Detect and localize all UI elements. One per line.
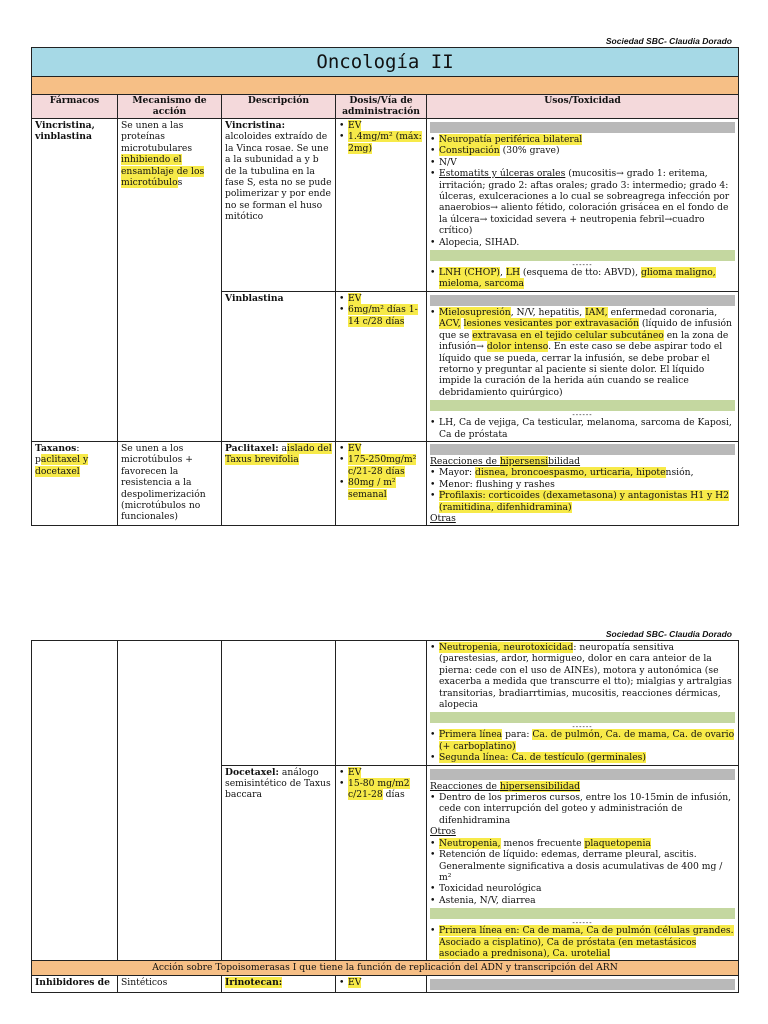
use-highlight: LNH (CHOP) xyxy=(439,267,500,279)
toxicity-underlined: Estomatits y úlceras orales xyxy=(439,168,566,180)
toxicity-text: nsión, xyxy=(665,467,694,479)
dose-amount: 80mg / m² semanal xyxy=(348,477,396,500)
drug-table-page-1 xyxy=(31,47,739,526)
dose-cell-docetaxel xyxy=(336,765,427,961)
page-credit: Sociedad SBC- Claudia Dorado xyxy=(605,629,732,639)
toxicity-subheading: Otras xyxy=(430,512,456,524)
description-text: alcoloides extraído de la Vinca rosae. Se une a la subunidad a y b de la tubulina en la fase S, esta no se pude polimerizar y por ende no se forman el huso mitótico xyxy=(225,131,332,223)
green-divider-bar xyxy=(430,908,735,919)
toxicity-item: Alopecia, SIHAD. xyxy=(439,236,520,248)
gray-divider-bar xyxy=(430,295,735,306)
dash-separator: ------ xyxy=(572,262,593,268)
gray-divider-bar xyxy=(430,979,735,990)
table-header-row xyxy=(32,95,739,119)
use-highlight: Primera línea xyxy=(439,729,503,741)
dose-amount: 6mg/m² días 1-14 c/28 días xyxy=(348,304,418,327)
description-name: Vincristina: xyxy=(225,120,285,131)
toxicity-highlight: Profilaxis: corticoides (dexametasona) y antagonistas H1 y H2 (ramitidina, difenhidramina) xyxy=(439,490,730,513)
dose-route: EV xyxy=(348,976,362,988)
dose-text: días xyxy=(382,789,405,801)
toxicity-cell-irinotecan xyxy=(427,975,739,992)
table-row-paclitaxel-continued xyxy=(32,641,739,766)
use-text: (esquema de tto: ABVD), xyxy=(519,267,641,279)
toxicity-text: , N/V, hepatitis, xyxy=(510,306,586,318)
toxicity-highlight: Mielosupresión xyxy=(439,306,511,318)
drug-table-page-2 xyxy=(31,640,739,993)
header-farmacos: Fármacos xyxy=(32,95,118,119)
use-highlight: Ca. de pulmón, Ca. de mama, Ca. de ovario (+ carboplatino) xyxy=(439,729,735,752)
description-cell-paclitaxel xyxy=(222,441,336,525)
page-title: Oncología II xyxy=(32,48,739,77)
orange-separator xyxy=(32,77,739,95)
description-name: Irinotecan: xyxy=(225,976,283,988)
toxicity-item: Astenia, N/V, diarrea xyxy=(439,894,536,906)
toxicity-text: Mayor: xyxy=(439,467,476,479)
toxicity-subheading: Otros xyxy=(430,826,456,838)
dose-route: EV xyxy=(348,442,362,454)
toxicity-highlight: Neutropenia, neurotoxicidad xyxy=(439,642,574,653)
mechanism-text: Sintéticos xyxy=(121,976,168,988)
toxicity-cell-docetaxel xyxy=(427,765,739,961)
section-heading: Acción sobre Topoisomerasas I que tiene la función de replicación del ADN y transcripción del ARN xyxy=(32,961,739,975)
dose-route: EV xyxy=(348,120,362,131)
toxicity-item: Retención de líquido: edemas, derrame pleural, ascitis. Generalmente significativa a dosis acumulativas de 400 mg / m² xyxy=(439,849,723,883)
gray-divider-bar xyxy=(430,122,735,133)
dose-route: EV xyxy=(348,766,362,778)
header-mecanismo: Mecanismo de acción xyxy=(118,95,222,119)
drug-name: Inhibidores de xyxy=(35,976,110,988)
toxicity-cell-paclitaxel-continued xyxy=(427,641,739,766)
mechanism-cell-vinca xyxy=(118,119,222,442)
dash-separator: ------ xyxy=(572,724,593,730)
green-divider-bar xyxy=(430,400,735,411)
section-row-topoisomerasas xyxy=(32,961,739,975)
toxicity-item: Toxicidad neurológica xyxy=(439,883,542,895)
mechanism-cell-inhibidores xyxy=(118,975,222,992)
mechanism-text: Se unen a las proteínas microtubulares xyxy=(121,120,193,154)
dose-amount: 15-80 mg/m2 c/21-28 xyxy=(348,778,410,801)
toxicity-item: N/V xyxy=(439,156,457,168)
description-text: análogo semisintético de Taxus baccara xyxy=(225,766,331,801)
header-usos: Usos/Toxicidad xyxy=(427,95,739,119)
use-highlight: Primera línea en: Ca de mama, Ca de pulmón (células grandes. Asociado a cisplatino), Ca de próstata (en metastásicos asociado a prednisona), Ca. urotelial xyxy=(439,925,734,959)
description-cell-vincristina xyxy=(222,119,336,292)
table-row-paclitaxel xyxy=(32,441,739,525)
mechanism-text-end: s xyxy=(177,177,183,189)
gray-divider-bar xyxy=(430,769,735,780)
mechanism-cell-taxanos-continued xyxy=(118,641,222,961)
drug-cell-taxanos xyxy=(32,441,118,525)
use-highlight: glioma maligno, mieloma, sarcoma xyxy=(439,267,716,290)
description-highlight: islado del Taxus brevifolia xyxy=(225,442,332,466)
green-divider-bar xyxy=(430,712,735,723)
toxicity-text: : neuropatía sensitiva (parestesias, ardor, hormigueo, dolor en cara anteior de la pierna: cede con el uso de AINEs), motora y autonómica (se exacerba a medida que transcurre el tto); mialgias y artralgias transitorias, bradiarrtimias, mucositis, reacciones dérmicas, alopecia xyxy=(439,642,732,711)
toxicity-text: (mucositis→ grado 1: eritema, irritación; grado 2: aftas orales; grado 3: intermedio; grado 4: úlceras, exulceraciones a lo cual se sobreagrega infección por anaerobios→ aliento fétido, coloración grisácea en el fondo de la úlcera→ toxicidad severa + neutropenia febril→cuadro crítico) xyxy=(439,168,730,237)
toxicity-text: (30% grave) xyxy=(499,145,560,157)
mechanism-cell-taxanos xyxy=(118,441,222,525)
toxicity-highlight: ACV, xyxy=(439,318,461,330)
toxicity-heading: Reacciones de xyxy=(430,780,500,792)
toxicity-text: menos frecuente xyxy=(500,837,585,849)
dose-amount: 1.4mg/m² (máx: 2mg) xyxy=(348,131,422,154)
dose-cell-paclitaxel-continued xyxy=(336,641,427,766)
use-text: , xyxy=(500,267,506,279)
use-highlight: Segunda línea: Ca. de testículo (germinales) xyxy=(439,752,646,764)
drug-colon: : xyxy=(76,442,80,454)
toxicity-text: . En este caso se debe aspirar todo el líquido que se pueda, cerrar la infusión, se debe probar el retorno y preguntar al paciente si siente dolor. El líquido impide la curación de la herida aún cuando se realice debridamiento quirúrgico) xyxy=(439,341,723,398)
toxicity-highlight: Neutropenia, xyxy=(439,837,501,849)
toxicity-item: Menor: flushing y rashes xyxy=(439,478,555,490)
dose-cell-paclitaxel xyxy=(336,441,427,525)
mechanism-highlight: inhibiendo el ensamblaje de los microtúbulo xyxy=(121,154,205,189)
table-row-irinotecan xyxy=(32,975,739,992)
toxicity-heading-highlight: hipersensibilidad xyxy=(499,780,581,792)
description-cell-docetaxel xyxy=(222,765,336,961)
toxicity-highlight: Constipación xyxy=(439,145,500,157)
drug-cell-inhibidores xyxy=(32,975,118,992)
toxicity-cell-paclitaxel xyxy=(427,441,739,525)
toxicity-highlight: plaquetopenia xyxy=(584,837,651,849)
dose-cell-vinblastina xyxy=(336,291,427,441)
toxicity-text: en la zona de infusión→ xyxy=(439,329,729,353)
dose-cell-irinotecan xyxy=(336,975,427,992)
toxicity-text: (líquido de infusión que se xyxy=(439,318,732,341)
use-text: para: xyxy=(502,729,533,741)
drug-text: p xyxy=(35,454,41,466)
toxicity-item: Dentro de los primeros cursos, entre los 10-15min de infusión, cede con interrupción del goteo y administración de difenhidramina xyxy=(439,792,732,826)
toxicity-cell-vinblastina xyxy=(427,291,739,441)
toxicity-text: enfermedad coronaria, xyxy=(607,306,718,318)
description-text: a xyxy=(278,442,287,454)
toxicity-highlight: disnea, broncoespasmo, urticaria, hipote xyxy=(475,467,666,479)
toxicity-heading: Reacciones de xyxy=(430,455,500,467)
description-cell-irinotecan xyxy=(222,975,336,992)
toxicity-highlight: extravasa en el tejido celular subcutáneo xyxy=(472,329,664,341)
drug-cell-vinca xyxy=(32,119,118,442)
drug-name: Taxanos xyxy=(35,442,77,454)
dash-separator: ------ xyxy=(572,412,593,418)
mechanism-text: Se unen a los microtúbulos + favorecen la resistencia a la despolimerización (microtúbulos no funcionales) xyxy=(121,442,206,523)
toxicity-heading-highlight: hipersensi xyxy=(499,455,549,467)
table-row-vincristina xyxy=(32,119,739,292)
toxicity-highlight: IAM, xyxy=(585,306,608,318)
description-name: Paclitaxel: xyxy=(225,442,279,454)
drug-name: Vincristina, vinblastina xyxy=(35,120,95,143)
toxicity-item: Neuropatía periférica bilateral xyxy=(439,134,583,145)
gray-divider-bar xyxy=(430,444,735,455)
drug-cell-taxanos-continued xyxy=(32,641,118,961)
dose-route: EV xyxy=(348,292,362,304)
drug-highlight: aclitaxel y docetaxel xyxy=(35,454,89,477)
header-descripcion: Descripción xyxy=(222,95,336,119)
toxicity-cell-vincristina xyxy=(427,119,739,292)
use-text: LH, Ca de vejiga, Ca testicular, melanoma, sarcoma de Kaposi, Ca de próstata xyxy=(439,417,732,440)
dash-separator: ------ xyxy=(572,920,593,926)
description-cell-paclitaxel-continued xyxy=(222,641,336,766)
toxicity-highlight: lesiones vesicantes por extravasación xyxy=(463,318,639,330)
description-name: Docetaxel: xyxy=(225,766,279,778)
green-divider-bar xyxy=(430,250,735,261)
dose-cell-vincristina xyxy=(336,119,427,292)
toxicity-highlight: dolor intenso xyxy=(486,341,549,353)
header-dosis: Dosis/Vía de administración xyxy=(336,95,427,119)
dose-amount: 175-250mg/m² c/21-28 días xyxy=(348,454,417,477)
toxicity-heading: bilidad xyxy=(548,455,581,467)
description-name: Vinblastina xyxy=(225,292,284,304)
description-cell-vinblastina xyxy=(222,291,336,441)
use-highlight: LH xyxy=(505,267,520,279)
page-credit: Sociedad SBC- Claudia Dorado xyxy=(605,36,732,46)
